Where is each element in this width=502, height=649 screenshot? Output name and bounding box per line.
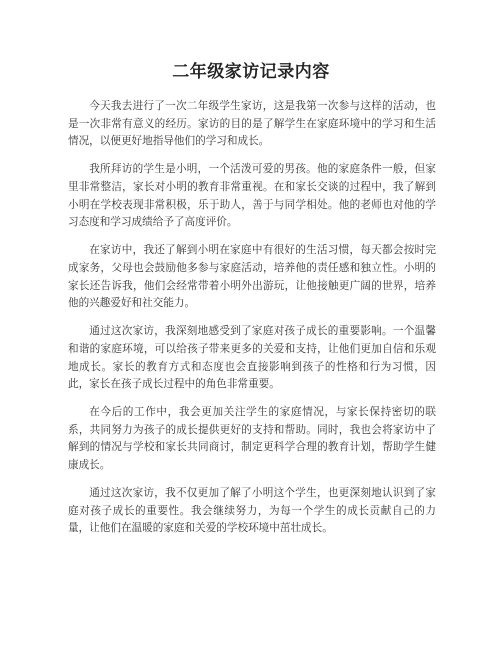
document-body	[68, 98, 436, 549]
document-title: 二年级家访记录内容	[172, 62, 330, 82]
paragraph-5: 在今后的工作中，我会更加关注学生的家庭情况，与家长保持密切的联系，共同努力为孩子的成长提供更好的支持和帮助。同时，我也会将家访中了解到的情况与学校和家长共同商讨，制定更科学合理的教育计划，帮助学生健康成长。	[68, 406, 436, 472]
paragraph-2: 我所拜访的学生是小明，一个活泼可爱的男孩。他的家庭条件一般，但家里非常整洁，家长对小明的教育非常重视。在和家长交谈的过程中，我了解到小明在学校表现非常积极，乐于助人，善于与同学相处。他的老师也对他的学习态度和学习成绩给予了高度评价。	[68, 163, 436, 229]
paragraph-6: 通过这次家访，我不仅更加了解了小明这个学生，也更深刻地认识到了家庭对孩子成长的重要性。我会继续努力，为每一个学生的成长贡献自己的力量，让他们在温暖的家庭和关爱的学校环境中茁壮成长。	[68, 487, 436, 535]
paragraph-4: 通过这次家访，我深刻地感受到了家庭对孩子成长的重要影响。一个温馨和谐的家庭环境，可以给孩子带来更多的关爱和支持，让他们更加自信和乐观地成长。家长的教育方式和态度也会直接影响到孩子的性格和行为习惯，因此，家长在孩子成长过程中的角色非常重要。	[68, 325, 436, 391]
paragraph-3: 在家访中，我还了解到小明在家庭中有很好的生活习惯，每天都会按时完成家务，父母也会鼓励他多参与家庭活动，培养他的责任感和独立性。小明的家长还告诉我，他们会经常带着小明外出游玩，让他接触更广阔的世界，培养他的兴趣爱好和社交能力。	[68, 244, 436, 310]
paragraph-1: 今天我去进行了一次二年级学生家访，这是我第一次参与这样的活动，也是一次非常有意义的经历。家访的目的是了解学生在家庭环境中的学习和生活情况，以便更好地指导他们的学习和成长。	[68, 100, 436, 148]
